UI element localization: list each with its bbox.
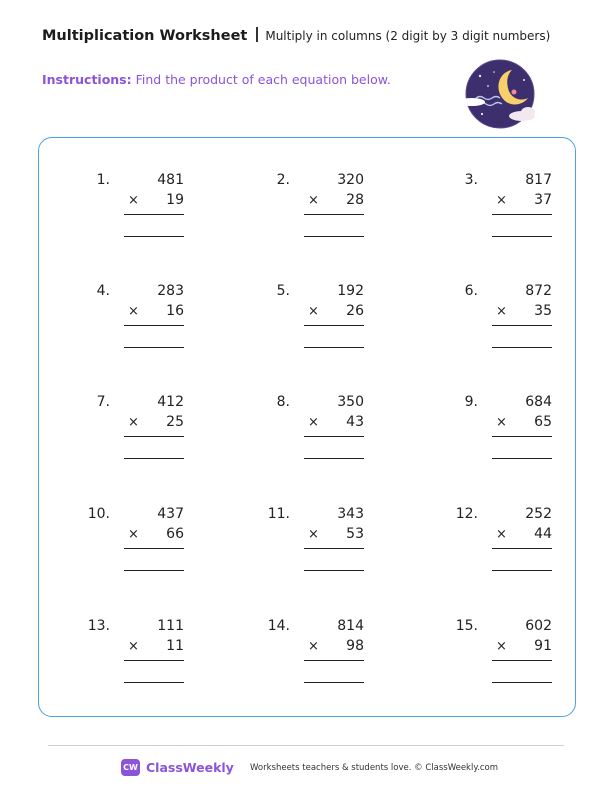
problem-multiplicand: 602 [525,618,552,634]
answer-line[interactable] [492,347,552,348]
problem-multiplicand: 350 [337,394,364,410]
multiply-sign: × [496,527,507,542]
problem-multiplicand: 817 [525,172,552,188]
problem-number: 11. [267,506,290,522]
problem-number: 4. [96,283,110,299]
problem-multiplicand: 872 [525,283,552,299]
footer-divider [48,745,564,746]
problem-multiplier: 25 [166,414,184,430]
problem-number: 12. [455,506,478,522]
answer-line[interactable] [124,570,184,571]
problem-number: 13. [87,618,110,634]
problem-number: 7. [96,394,110,410]
problem-number: 1. [96,172,110,188]
problem-multiplicand: 684 [525,394,552,410]
multiply-sign: × [128,193,139,208]
problem-rule [124,660,184,661]
answer-line[interactable] [304,458,364,459]
problem-multiplicand: 481 [157,172,184,188]
problem-multiplicand: 252 [525,506,552,522]
problem-multiplier: 65 [534,414,552,430]
answer-line[interactable] [304,570,364,571]
instructions-text: Find the product of each equation below. [135,72,391,87]
multiply-sign: × [308,639,319,654]
problem-number: 2. [276,172,290,188]
problem-rule [124,436,184,437]
problem-rule [304,660,364,661]
answer-line[interactable] [304,236,364,237]
problem-8 [256,394,366,464]
moon-night-illustration [458,58,538,130]
multiply-sign: × [496,415,507,430]
footer [0,758,612,778]
answer-line[interactable] [124,682,184,683]
problem-multiplier: 16 [166,303,184,319]
answer-line[interactable] [304,347,364,348]
problem-multiplier: 44 [534,526,552,542]
multiply-sign: × [308,527,319,542]
title-separator [256,27,258,42]
problem-4 [76,283,186,353]
worksheet-title: Multiplication Worksheet [42,28,248,44]
problem-rule [304,325,364,326]
multiply-sign: × [496,639,507,654]
problem-10 [76,506,186,576]
problem-number: 5. [276,283,290,299]
problem-number: 14. [267,618,290,634]
multiply-sign: × [308,304,319,319]
problem-rule [304,214,364,215]
problem-multiplier: 53 [346,526,364,542]
problem-multiplier: 91 [534,638,552,654]
problem-number: 15. [455,618,478,634]
problem-rule [492,548,552,549]
answer-line[interactable] [492,236,552,237]
problem-rule [492,660,552,661]
answer-line[interactable] [304,682,364,683]
problem-1 [76,172,186,242]
problem-3 [444,172,554,242]
problem-14 [256,618,366,688]
worksheet-header [42,27,550,44]
answer-line[interactable] [124,236,184,237]
worksheet-subtitle: Multiply in columns (2 digit by 3 digit numbers) [265,29,551,43]
problem-rule [304,548,364,549]
problem-7 [76,394,186,464]
problem-rule [124,325,184,326]
problem-multiplicand: 283 [157,283,184,299]
problem-number: 3. [464,172,478,188]
multiply-sign: × [496,304,507,319]
problem-multiplicand: 814 [337,618,364,634]
problem-rule [304,436,364,437]
brand-name: ClassWeekly [146,760,234,775]
problem-multiplicand: 437 [157,506,184,522]
problem-number: 8. [276,394,290,410]
answer-line[interactable] [124,347,184,348]
multiply-sign: × [128,415,139,430]
problem-multiplicand: 343 [337,506,364,522]
problems-panel [38,137,576,717]
problem-multiplier: 28 [346,192,364,208]
answer-line[interactable] [492,458,552,459]
problem-multiplier: 37 [534,192,552,208]
problem-multiplicand: 192 [337,283,364,299]
problem-multiplier: 19 [166,192,184,208]
problem-multiplier: 43 [346,414,364,430]
multiply-sign: × [496,193,507,208]
problem-11 [256,506,366,576]
problem-number: 6. [464,283,478,299]
problem-multiplier: 98 [346,638,364,654]
multiply-sign: × [308,193,319,208]
answer-line[interactable] [492,682,552,683]
problem-multiplier: 66 [166,526,184,542]
footer-tagline: Worksheets teachers & students love. © ClassWeekly.com [250,763,499,773]
problem-rule [124,548,184,549]
instructions-label: Instructions: [42,72,132,87]
instructions [42,72,391,87]
problem-multiplier: 11 [166,638,184,654]
problem-rule [492,436,552,437]
problem-number: 10. [87,506,110,522]
problem-multiplier: 35 [534,303,552,319]
problem-13 [76,618,186,688]
answer-line[interactable] [492,570,552,571]
multiply-sign: × [128,639,139,654]
classweekly-logo-icon: CW [121,759,140,776]
problem-rule [492,214,552,215]
problem-9 [444,394,554,464]
problem-12 [444,506,554,576]
problem-2 [256,172,366,242]
problem-multiplicand: 412 [157,394,184,410]
problem-15 [444,618,554,688]
multiply-sign: × [308,415,319,430]
problem-rule [124,214,184,215]
problem-rule [492,325,552,326]
problem-6 [444,283,554,353]
multiply-sign: × [128,304,139,319]
problem-multiplier: 26 [346,303,364,319]
problem-5 [256,283,366,353]
answer-line[interactable] [124,458,184,459]
problem-multiplicand: 111 [157,618,184,634]
problem-number: 9. [464,394,478,410]
problem-multiplicand: 320 [337,172,364,188]
multiply-sign: × [128,527,139,542]
